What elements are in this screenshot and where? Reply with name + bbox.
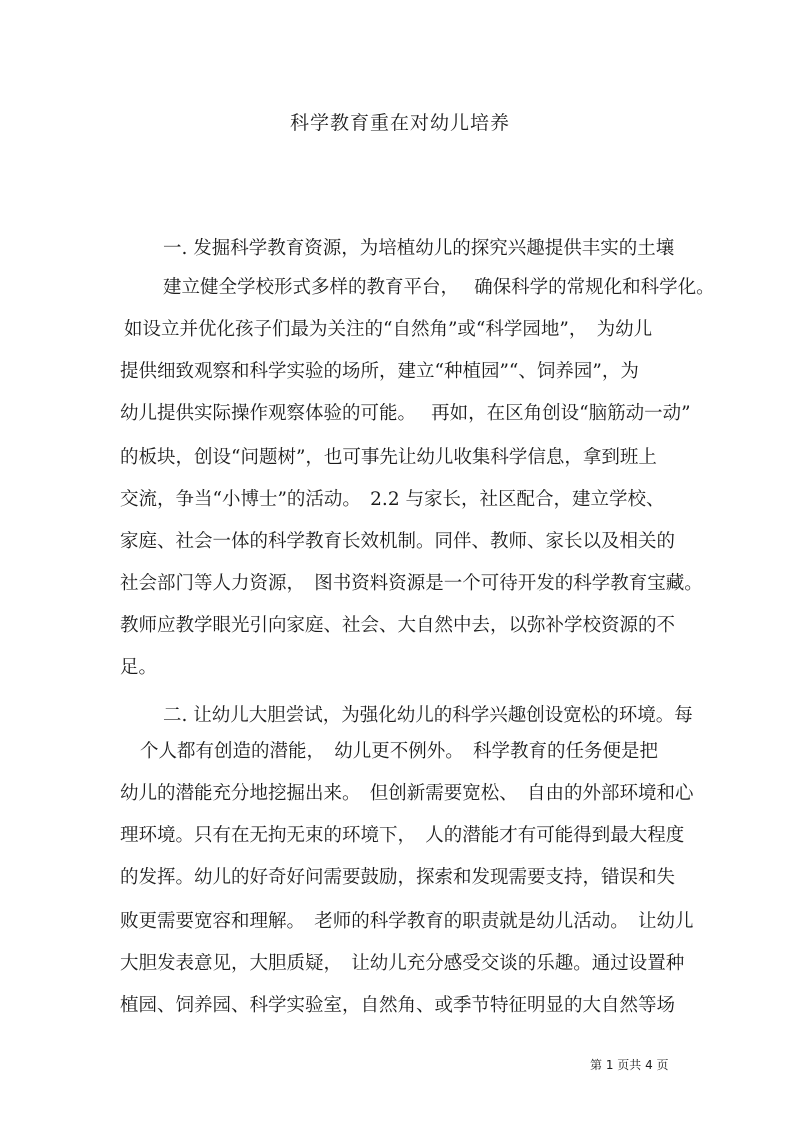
paragraph-line: 教师应教学眼光引向家庭、社会、大自然中去，以弥补学校资源的不 bbox=[120, 615, 676, 636]
paragraph-line: 的发挥。幼儿的好奇好问需要鼓励，探索和发现需要支持，错误和失 bbox=[120, 867, 676, 888]
document-title: 科学教育重在对幼儿培养 bbox=[289, 112, 510, 134]
paragraph-line: 建立健全学校形式多样的教育平台， 确保科学的常规化和科学化。 bbox=[163, 277, 715, 298]
section-1-heading: 一. 发掘科学教育资源，为培植幼儿的探究兴趣提供丰实的土壤 bbox=[163, 238, 675, 259]
paragraph-line: 个人都有创造的潜能， 幼儿更不例外。 科学教育的任务便是把 bbox=[140, 741, 659, 762]
paragraph-line: 提供细致观察和科学实验的场所，建立“种植园”“、饲养园”，为 bbox=[120, 361, 639, 382]
paragraph-line: 如设立并优化孩子们最为关注的“自然角”或“科学园地”， 为幼儿 bbox=[124, 319, 653, 340]
paragraph-line: 家庭、社会一体的科学教育长效机制。同伴、教师、家长以及相关的 bbox=[120, 531, 676, 552]
paragraph-line: 植园、饲养园、科学实验室，自然角、或季节特征明显的大自然等场 bbox=[120, 995, 676, 1016]
paragraph-line: 足。 bbox=[120, 657, 158, 678]
paragraph-line: 交流，争当“小博士”的活动。 2.2 与家长，社区配合，建立学校、 bbox=[120, 489, 665, 510]
paragraph-line: 败更需要宽容和理解。 老师的科学教育的职责就是幼儿活动。 让幼儿 bbox=[120, 911, 694, 932]
paragraph-line: 社会部门等人力资源， 图书资料资源是一个可待开发的科学教育宝藏。 bbox=[120, 573, 703, 594]
paragraph-line: 的板块，创设“问题树”，也可事先让幼儿收集科学信息，拿到班上 bbox=[120, 447, 657, 468]
paragraph-line: 大胆发表意见，大胆质疑， 让幼儿充分感受交谈的乐趣。通过设置种 bbox=[120, 953, 685, 974]
paragraph-line: 幼儿的潜能充分地挖掘出来。 但创新需要宽松、 自由的外部环境和心 bbox=[120, 783, 694, 804]
paragraph-line: 理环境。只有在无拘无束的环境下， 人的潜能才有可能得到最大程度 bbox=[120, 825, 685, 846]
page-number: 第 1 页共 4 页 bbox=[590, 1058, 669, 1072]
section-2-heading: 二. 让幼儿大胆尝试，为强化幼儿的科学兴趣创设宽松的环境。每 bbox=[163, 705, 693, 726]
paragraph-line: 幼儿提供实际操作观察体验的可能。 再如，在区角创设“脑筋动一动” bbox=[120, 403, 691, 424]
